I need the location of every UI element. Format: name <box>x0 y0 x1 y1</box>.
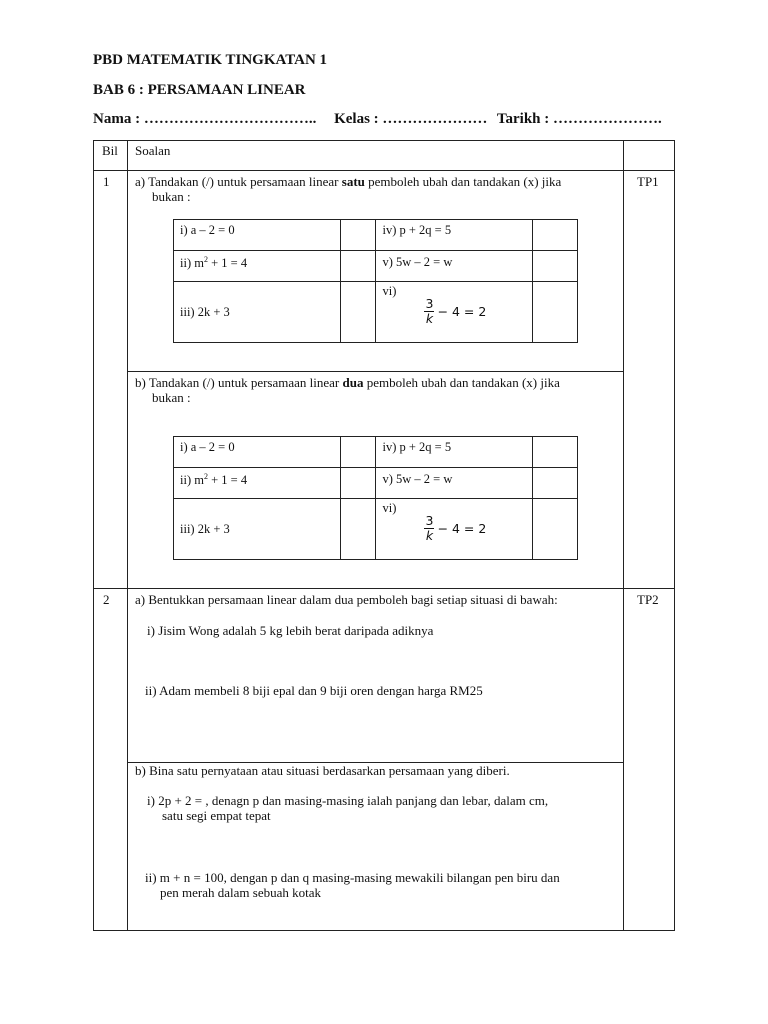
q1b-options-table <box>173 436 578 560</box>
q1b-answer-v[interactable] <box>532 468 577 499</box>
q1b-answer-iv[interactable] <box>532 437 577 468</box>
q1b-item-iv: iv) p + 2q = 5 <box>376 437 532 468</box>
q1a-item-v: v) 5w – 2 = w <box>376 251 532 282</box>
q1b-item-i: i) a – 2 = 0 <box>174 437 341 468</box>
kelas-field[interactable]: Kelas : ………………… <box>334 111 488 127</box>
q1a-answer-vi[interactable] <box>532 282 577 343</box>
q1b-item-ii: ii) $m^2 + 1 = 4$ <box>174 468 341 499</box>
tarikh-field[interactable]: Tarikh : …………………. <box>496 111 662 127</box>
nama-field[interactable]: Nama : …………………………….. <box>93 111 317 127</box>
q1-q2-divider <box>93 588 675 589</box>
q1b-instruction-cont: bukan : <box>152 390 191 405</box>
q1a-item-iii: iii) 2k + 3 <box>174 282 341 343</box>
q2b-item-ii: ii) m + n = 100, dengan p dan q masing-masing mewakili bilangan pen biru dan <box>145 870 560 885</box>
q1-number: 1 <box>103 174 110 189</box>
q2b-instruction: b) Bina satu pernyataan atau situasi berdasarkan persamaan yang diberi. <box>135 763 510 778</box>
col-header-soalan: Soalan <box>135 143 171 158</box>
q1a-item-iv: iv) p + 2q = 5 <box>376 220 532 251</box>
q2-tp-level: TP2 <box>637 592 659 607</box>
q1-tp-level: TP1 <box>637 174 659 189</box>
q1b-item-vi: vi) $\frac{3}{k}$ − 4 = 2 <box>376 499 532 560</box>
q1a-answer-ii[interactable] <box>341 251 376 282</box>
q1b-answer-iii[interactable] <box>341 499 376 560</box>
q1a-answer-i[interactable] <box>341 220 376 251</box>
student-info-row <box>93 111 662 128</box>
q1a-instruction: a) Tandakan (/) untuk persamaan linear satu pemboleh ubah dan tandakan (x) jika <box>135 174 562 189</box>
q1-part-divider <box>127 371 624 372</box>
q1a-instruction-cont: bukan : <box>152 189 191 204</box>
header-row-divider <box>93 170 675 171</box>
col-divider-bil <box>127 140 128 931</box>
q1a-item-ii: ii) $m^2 + 1 = 4$ <box>174 251 341 282</box>
q2a-item-i: i) Jisim Wong adalah 5 kg lebih berat daripada adiknya <box>147 623 434 638</box>
q1a-item-i: i) a – 2 = 0 <box>174 220 341 251</box>
q1a-options-table <box>173 219 578 343</box>
col-header-bil: Bil <box>102 143 118 158</box>
q2a-item-ii: ii) Adam membeli 8 biji epal dan 9 biji oren dengan harga RM25 <box>145 683 483 698</box>
q2b-item-i: i) 2p + 2 = , denagn p dan masing-masing ialah panjang dan lebar, dalam cm, <box>147 793 549 808</box>
q2a-instruction: a) Bentukkan persamaan linear dalam dua pemboleh bagi setiap situasi di bawah: <box>135 592 558 607</box>
q1a-item-vi: vi) $\frac{3}{k}$ − 4 = 2 <box>376 282 532 343</box>
q2b-item-i-cont: satu segi empat tepat <box>162 808 271 823</box>
q1b-answer-ii[interactable] <box>341 468 376 499</box>
q1b-answer-vi[interactable] <box>532 499 577 560</box>
q1a-answer-iii[interactable] <box>341 282 376 343</box>
q2b-item-ii-cont: pen merah dalam sebuah kotak <box>160 885 321 900</box>
col-divider-tp <box>623 140 624 931</box>
q1b-answer-i[interactable] <box>341 437 376 468</box>
q1b-item-iii: iii) 2k + 3 <box>174 499 341 560</box>
q2-number: 2 <box>103 592 110 607</box>
q1a-answer-v[interactable] <box>532 251 577 282</box>
q1b-item-v: v) 5w – 2 = w <box>376 468 532 499</box>
page-title: PBD MATEMATIK TINGKATAN 1 <box>93 52 328 68</box>
q1a-answer-iv[interactable] <box>532 220 577 251</box>
q1b-instruction: b) Tandakan (/) untuk persamaan linear dua pemboleh ubah dan tandakan (x) jika <box>135 375 560 390</box>
chapter-title: BAB 6 : PERSAMAAN LINEAR <box>93 82 306 98</box>
